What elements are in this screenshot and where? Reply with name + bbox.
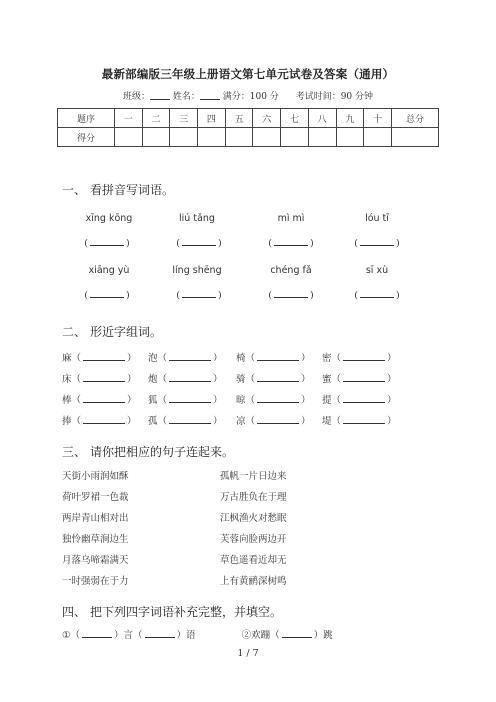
page-number: 1 / 7 bbox=[237, 648, 259, 659]
header-cell: 七 bbox=[281, 109, 309, 128]
pinyin: líng shēng bbox=[172, 265, 222, 276]
char-item[interactable]: 炮（ ） bbox=[148, 374, 223, 385]
char-item[interactable]: 狐（ ） bbox=[148, 395, 223, 406]
char-item[interactable]: 骑（ ） bbox=[236, 374, 311, 385]
score-cell[interactable] bbox=[225, 128, 253, 147]
score-table-row bbox=[58, 128, 439, 147]
char-item[interactable]: 床（ ） bbox=[62, 374, 137, 385]
fill-row bbox=[62, 627, 333, 641]
full-score: 满分：100 分 bbox=[222, 92, 279, 102]
header-cell: 五 bbox=[225, 109, 253, 128]
answer-blank[interactable]: ( ) bbox=[354, 290, 400, 301]
header-cell: 十 bbox=[364, 109, 392, 128]
left-line[interactable]: 天街小雨润如酥 bbox=[62, 471, 129, 482]
header-cell: 九 bbox=[336, 109, 364, 128]
section-2-heading bbox=[62, 323, 162, 340]
char-item[interactable]: 密（ ） bbox=[322, 353, 397, 364]
answer-blank[interactable]: ( ) bbox=[176, 238, 222, 249]
pinyin: liú tǎng bbox=[179, 213, 215, 224]
header-cell: 二 bbox=[142, 109, 170, 128]
score-cell[interactable] bbox=[253, 128, 281, 147]
score-cell[interactable] bbox=[308, 128, 336, 147]
score-cell[interactable] bbox=[198, 128, 226, 147]
char-item[interactable]: 晾（ ） bbox=[236, 395, 311, 406]
char-item[interactable]: 捧（ ） bbox=[62, 416, 137, 427]
char-item[interactable]: 凉（ ） bbox=[236, 416, 311, 427]
left-line[interactable]: 独怜幽草涧边生 bbox=[62, 534, 129, 545]
char-item[interactable]: 麻（ ） bbox=[62, 353, 137, 364]
answer-blank[interactable]: ( ) bbox=[84, 290, 130, 301]
answer-blank[interactable]: ( ) bbox=[84, 238, 130, 249]
char-item[interactable]: 蜜（ ） bbox=[322, 374, 397, 385]
section-number: 四、 bbox=[62, 605, 87, 619]
pinyin: sī xù bbox=[365, 265, 389, 276]
char-item[interactable]: 泡（ ） bbox=[148, 353, 223, 364]
header-cell: 一 bbox=[115, 109, 143, 128]
exam-info bbox=[0, 89, 496, 102]
score-row-label: 得分 bbox=[58, 128, 115, 147]
pinyin: xīng kōng bbox=[85, 213, 133, 224]
score-cell[interactable] bbox=[392, 128, 439, 147]
header-cell: 题序 bbox=[58, 109, 115, 128]
right-line[interactable]: 芙蓉向脸两边开 bbox=[220, 534, 287, 545]
right-line[interactable]: 江枫渔火对愁眠 bbox=[220, 513, 287, 524]
right-line[interactable]: 孤帆一片日边来 bbox=[220, 471, 287, 482]
section-1-heading bbox=[62, 181, 174, 198]
fill-item-2[interactable]: ②欢蹦（ ）跳 bbox=[241, 630, 333, 641]
right-line[interactable]: 上有黄鹂深树鸣 bbox=[220, 576, 287, 587]
score-cell[interactable] bbox=[364, 128, 392, 147]
section-number: 三、 bbox=[62, 445, 87, 459]
answer-blank[interactable]: ( ) bbox=[268, 290, 314, 301]
section-title: 看拼音写词语。 bbox=[90, 183, 175, 197]
char-item[interactable]: 椅（ ） bbox=[236, 353, 311, 364]
exam-time: 考试时间：90 分钟 bbox=[295, 92, 374, 102]
header-cell: 四 bbox=[198, 109, 226, 128]
name-blank[interactable] bbox=[200, 90, 220, 100]
fill-item-1[interactable]: ①（ ）言（ ）语 bbox=[62, 630, 196, 641]
page-title: 最新部编版三年级上册语文第七单元试卷及答案（通用） bbox=[101, 67, 395, 81]
name-label: 姓名： bbox=[172, 92, 200, 102]
pinyin: xiāng yù bbox=[88, 265, 130, 276]
left-line[interactable]: 一时强弱在于力 bbox=[62, 576, 129, 587]
section-title: 形近字组词。 bbox=[90, 325, 163, 339]
pinyin: mì mì bbox=[277, 213, 305, 224]
section-number: 二、 bbox=[62, 325, 87, 339]
right-line[interactable]: 草色遥看近却无 bbox=[220, 555, 287, 566]
header-cell: 六 bbox=[253, 109, 281, 128]
left-line[interactable]: 月落乌啼霜满天 bbox=[62, 555, 129, 566]
answer-blank[interactable]: ( ) bbox=[176, 290, 222, 301]
header-cell: 总分 bbox=[392, 109, 439, 128]
header-cell: 三 bbox=[170, 109, 198, 128]
char-item[interactable]: 提（ ） bbox=[322, 395, 397, 406]
score-cell[interactable] bbox=[142, 128, 170, 147]
section-4-heading bbox=[62, 603, 282, 620]
left-line[interactable]: 两岸青山相对出 bbox=[62, 513, 129, 524]
char-item[interactable]: 孤（ ） bbox=[148, 416, 223, 427]
char-item[interactable]: 棒（ ） bbox=[62, 395, 137, 406]
right-line[interactable]: 万古胜负在于理 bbox=[220, 492, 287, 503]
class-blank[interactable] bbox=[150, 90, 170, 100]
section-3-heading bbox=[62, 443, 234, 460]
header-cell: 八 bbox=[308, 109, 336, 128]
left-line[interactable]: 荷叶罗裙一色裁 bbox=[62, 492, 129, 503]
class-label: 班级： bbox=[122, 92, 150, 102]
answer-blank[interactable]: ( ) bbox=[268, 238, 314, 249]
answer-blank[interactable]: ( ) bbox=[354, 238, 400, 249]
score-table-header bbox=[58, 109, 439, 128]
score-cell[interactable] bbox=[170, 128, 198, 147]
char-item[interactable]: 堤（ ） bbox=[322, 416, 397, 427]
section-number: 一、 bbox=[62, 183, 87, 197]
score-cell[interactable] bbox=[281, 128, 309, 147]
section-title: 请你把相应的句子连起来。 bbox=[90, 445, 235, 459]
score-cell[interactable] bbox=[336, 128, 364, 147]
section-title: 把下列四字词语补充完整，并填空。 bbox=[90, 605, 283, 619]
pinyin: lóu tī bbox=[365, 213, 389, 224]
score-cell[interactable] bbox=[115, 128, 143, 147]
pinyin: chéng fǎ bbox=[270, 265, 312, 276]
score-table bbox=[57, 108, 439, 147]
